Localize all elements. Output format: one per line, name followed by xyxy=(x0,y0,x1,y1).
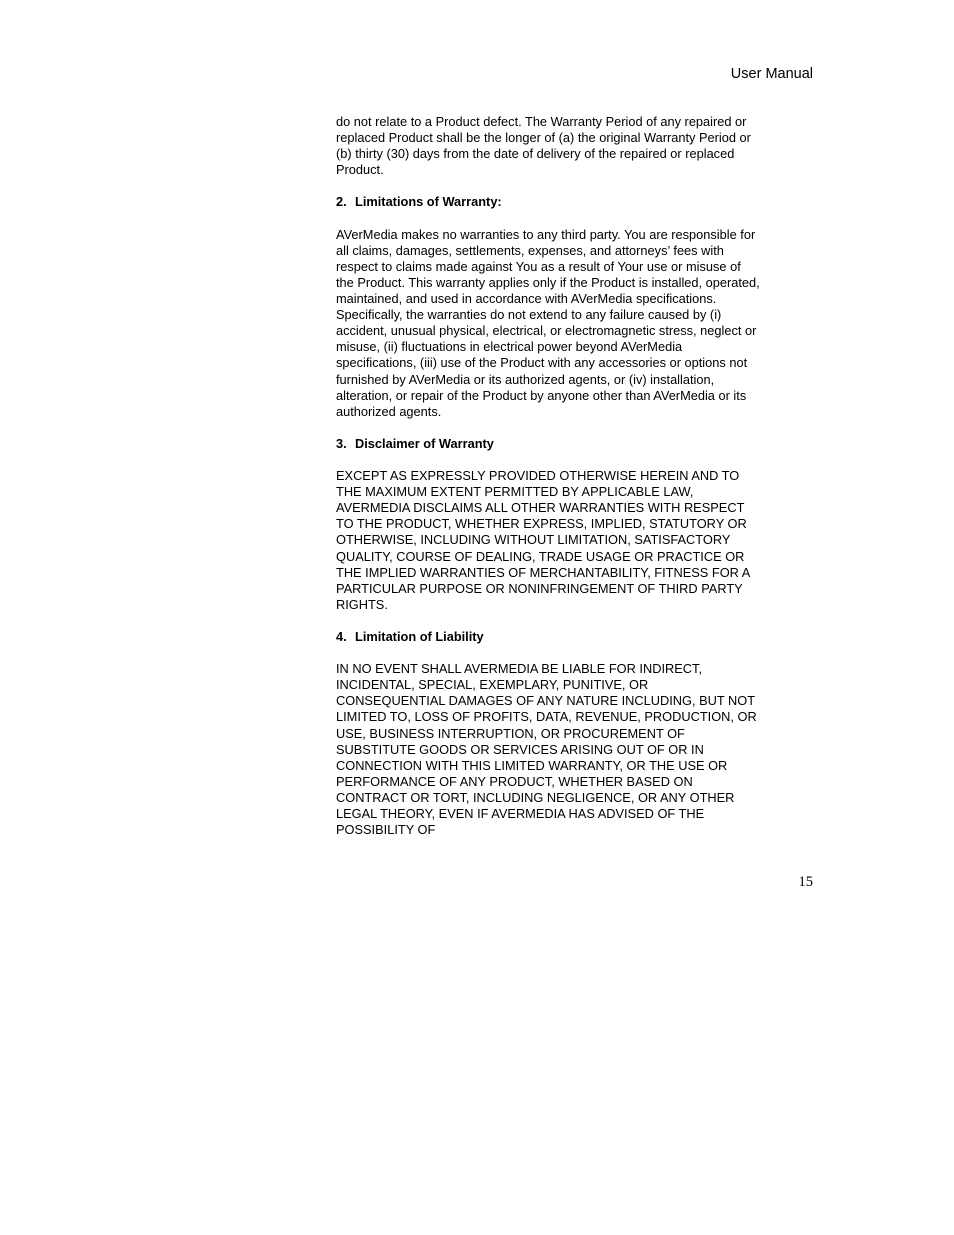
section-body-limitations: AVerMedia makes no warranties to any third party. You are responsible for all claims, damages, settlements, expenses, and attorneys’ fees with respect to claims made against You as a result of Your use or misuse of the Product. This warranty applies only if the Product is installed, operated, maintained, and used in accordance with AVerMedia specifications. Specifically, the warranties do not extend to any failure caused by (i) accident, unusual physical, electrical, or electromagnetic stress, neglect or misuse, (ii) fluctuations in electrical power beyond AVerMedia specifications, (iii) use of the Product with any accessories or options not furnished by AVerMedia or its authorized agents, or (iv) installation, alteration, or repair of the Product by anyone other than AVerMedia or its authorized agents. xyxy=(336,226,760,419)
section-number: 2. xyxy=(336,194,347,210)
spacer xyxy=(336,452,760,468)
section-title: Limitations of Warranty: xyxy=(355,194,502,210)
continued-paragraph: do not relate to a Product defect. The Warranty Period of any repaired or replaced Product shall be the longer of (a) the original Warranty Period or (b) thirty (30) days from the date of delivery of the repaired or replaced Product. xyxy=(336,114,751,178)
spacer xyxy=(336,420,760,436)
section-body-disclaimer: EXCEPT AS EXPRESSLY PROVIDED OTHERWISE HEREIN AND TO THE MAXIMUM EXTENT PERMITTED BY APPLICABLE LAW, AVERMEDIA DISCLAIMS ALL OTHER WARRANTIES WITH RESPECT TO THE PRODUCT, WHETHER EXPRESS, IMPLIED, STATUTORY OR OTHERWISE, INCLUDING WITHOUT LIMITATION, SATISFACTORY QUALITY, COURSE OF DEALING, TRADE USAGE OR PRACTICE OR THE IMPLIED WARRANTIES OF MERCHANTABILITY, FITNESS FOR A PARTICULAR PURPOSE OR NONINFRINGEMENT OF THIRD PARTY RIGHTS. xyxy=(336,468,750,612)
section-number: 4. xyxy=(336,629,347,644)
running-header: User Manual xyxy=(730,66,813,82)
section-heading-limitations xyxy=(336,194,760,210)
spacer xyxy=(336,178,760,194)
section-heading-liability xyxy=(336,629,760,645)
spacer xyxy=(336,645,760,661)
page-number: 15 xyxy=(798,874,813,890)
page-body xyxy=(336,114,760,838)
section-heading-disclaimer xyxy=(336,436,760,452)
section-body-liability: IN NO EVENT SHALL AVERMEDIA BE LIABLE FOR INDIRECT, INCIDENTAL, SPECIAL, EXEMPLARY, PUNITIVE, OR CONSEQUENTIAL DAMAGES OF ANY NATURE INCLUDING, BUT NOT LIMITED TO, LOSS OF PROFITS, DATA, REVENUE, PRODUCTION, OR USE, BUSINESS INTERRUPTION, OR PROCUREMENT OF SUBSTITUTE GOODS OR SERVICES ARISING OUT OF OR IN CONNECTION WITH THIS LIMITED WARRANTY, OR THE USE OR PERFORMANCE OF ANY PRODUCT, WHETHER BASED ON CONTRACT OR TORT, INCLUDING NEGLIGENCE, OR ANY OTHER LEGAL THEORY, EVEN IF AVERMEDIA HAS ADVISED OF THE POSSIBILITY OF xyxy=(336,661,757,838)
section-number: 3. xyxy=(336,435,347,451)
section-title: Limitation of Liability xyxy=(355,629,484,644)
section-title: Disclaimer of Warranty xyxy=(355,435,494,451)
spacer xyxy=(336,613,760,629)
spacer xyxy=(336,211,760,227)
